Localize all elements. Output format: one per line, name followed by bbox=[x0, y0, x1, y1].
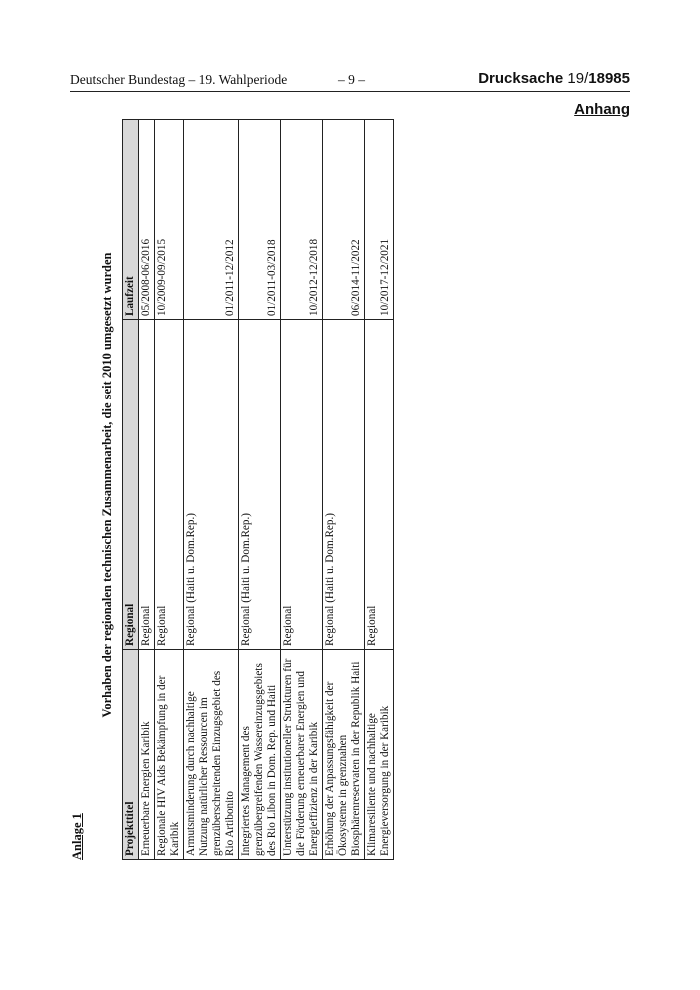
project-regional: Regional bbox=[365, 320, 394, 650]
table-row bbox=[239, 120, 281, 860]
project-laufzeit: 05/2008-06/2016 bbox=[139, 120, 155, 320]
project-title: Regionale HIV Aids Bekämpfung in der Karibik bbox=[155, 650, 184, 860]
project-regional: Regional (Haiti u. Dom.Rep.) bbox=[323, 320, 365, 650]
project-title: Armutsminderung durch nachhaltige Nutzung natürlicher Ressourcen im grenzüberschreitenden Einzugsgebiet des Rio Artibonito bbox=[184, 650, 239, 860]
table-row bbox=[365, 120, 394, 860]
document-number-period: 19/ bbox=[567, 70, 589, 87]
table-row bbox=[323, 120, 365, 860]
table-row bbox=[155, 120, 184, 860]
project-regional: Regional bbox=[139, 320, 155, 650]
table-header-row bbox=[123, 120, 139, 860]
project-regional: Regional (Haiti u. Dom.Rep.) bbox=[239, 320, 281, 650]
project-title: Integriertes Management des grenzübergreifenden Wassereinzugsgebiets des Rio Libon in Dom. Rep. und Haiti bbox=[239, 650, 281, 860]
project-regional: Regional (Haiti u. Dom.Rep.) bbox=[184, 320, 239, 650]
project-laufzeit: 06/2014-11/2022 bbox=[323, 120, 365, 320]
project-title: Unterstützung institutioneller Strukturen für die Förderung erneuerbarer Energien und Energieffizienz in der Karibik bbox=[281, 650, 323, 860]
page-number: – 9 – bbox=[338, 72, 365, 87]
project-laufzeit: 10/2012-12/2018 bbox=[281, 120, 323, 320]
table-row bbox=[184, 120, 239, 860]
table-row bbox=[281, 120, 323, 860]
appendix-heading: Anhang bbox=[574, 101, 630, 118]
header-divider bbox=[70, 91, 630, 92]
document-number-id: 18985 bbox=[588, 70, 630, 87]
project-laufzeit: 01/2011-03/2018 bbox=[239, 120, 281, 320]
header-publication: Deutscher Bundestag – 19. Wahlperiode bbox=[70, 72, 288, 87]
column-header-regional: Regional bbox=[123, 320, 139, 650]
project-regional: Regional bbox=[281, 320, 323, 650]
attachment-label: Anlage 1 bbox=[70, 813, 84, 860]
column-header-laufzeit: Laufzeit bbox=[123, 120, 139, 320]
column-header-title: Projekttitel bbox=[123, 650, 139, 860]
project-laufzeit: 10/2017-12/2021 bbox=[365, 120, 394, 320]
document-number-label: Drucksache bbox=[478, 70, 564, 87]
table-title: Vorhaben der regionalen technischen Zusammenarbeit, die seit 2010 umgesetzt wurden bbox=[100, 252, 114, 718]
project-regional: Regional bbox=[155, 320, 184, 650]
document-number bbox=[478, 70, 630, 87]
project-title: Erhöhung der Anpassungsfähigkeit der Ökosysteme in grenznahen Biosphärenreservaten in der Republik Haiti bbox=[323, 650, 365, 860]
project-laufzeit: 01/2011-12/2012 bbox=[184, 120, 239, 320]
project-title: Erneuerbare Energien Karibik bbox=[139, 650, 155, 860]
project-laufzeit: 10/2009-09/2015 bbox=[155, 120, 184, 320]
landscape-content bbox=[70, 120, 391, 860]
project-title: Klimaresiliente und nachhaltige Energieversorgung in der Karibik bbox=[365, 650, 394, 860]
table-row bbox=[139, 120, 155, 860]
project-table bbox=[122, 119, 394, 860]
